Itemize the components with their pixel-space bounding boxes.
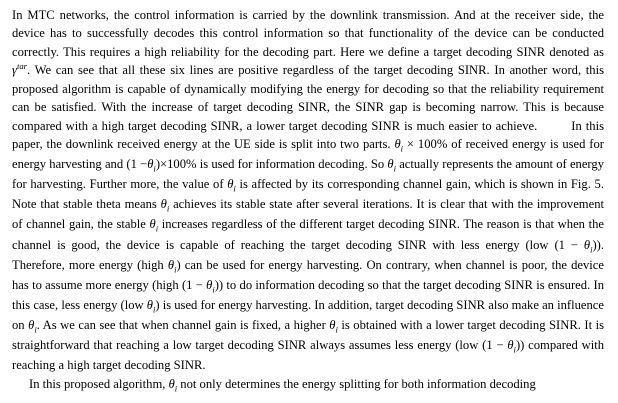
math-symbol: θ: [507, 338, 514, 352]
math-subscript: i: [174, 383, 178, 394]
math-symbol: θ: [394, 137, 401, 152]
math-subscript: i: [233, 183, 236, 194]
math-superscript: tar: [16, 61, 27, 72]
math-symbol: θ: [146, 297, 153, 312]
math-subscript: i: [335, 324, 338, 335]
paragraph-1: In MTC networks, the control information is carried by the downlink transmission. And at the receiver side, the device has to successfully decodes this control information so that functionality of the device can be conducted correctly. This requires a high reliability for the decoding part. Here we define a target decoding SINR denoted as $\gamma^{tar}$. We can see that all these six lines are positive regardless of the target decoding SINR. In another word, this proposed algorithm is capable of dynamically modifying the energy for decoding so that the reliability requirement can be satisfied. With the increase of target decoding SINR, the SINR gap is becoming narrow. This is because compared with a high target decoding SINR, a lower target decoding SINR is much easier to achieve. In this paper, the downlink received energy at the UE side is split into two parts. $\theta_i \times 100\%$ of received energy is used for energy harvesting and $(1 -\theta_i)\times 100\%$ is used for information decoding. So $\theta_i$ actually represents the amount of energy for harvesting. Further more, the value of $\theta_i$ is affected by its corresponding channel gain, which is shown in Fig. 5. Note that stable theta means $\theta_i$ achieves its stable state after several iterations. It is clear that with the improvement of channel gain, the stable $\theta_i$ increases regardless of the different target decoding SINR. The reason is that when the channel is good, the device is capable of reaching the target decoding SINR with less energy (low $(1 - \theta_i)$). Therefore, more energy (high $\theta_i$) can be used for energy harvesting. On contrary, when channel is poor, the device has to assume more energy (high $(1 - \theta_i)$) to do information decoding so that the target decoding SINR is ensured. In this case, less energy (low $\theta_i$) is used for energy harvesting. In addition, target decoding SINR also make an influence on $\theta_i$. As we can see that when channel gain is fixed, a higher $\theta_i$ is obtained with a lower target decoding SINR. It is straightforward that reaching a low target decoding SINR always assumes less energy (low $(1 - \theta_i)$) compared with reaching a high target decoding SINR.: [12, 8, 605, 373]
math-symbol: θ: [387, 157, 394, 172]
math-symbol: θ: [168, 376, 175, 391]
math-symbol: θ: [167, 257, 175, 272]
math-subscript: i: [174, 264, 177, 275]
math-symbol: θ: [147, 157, 154, 172]
math-symbol: θ: [583, 237, 591, 252]
math-symbol: θ: [149, 217, 156, 232]
math-symbol: θ: [329, 317, 336, 332]
body-text-column: [12, 6, 604, 395]
math-subscript: i: [513, 344, 516, 355]
math-symbol: γ: [12, 63, 17, 78]
math-symbol: θ: [206, 277, 213, 292]
math-subscript: i: [590, 244, 593, 255]
math-subscript: i: [166, 203, 170, 214]
math-subscript: i: [152, 304, 156, 315]
math-subscript: i: [34, 324, 37, 335]
math-subscript: i: [153, 163, 156, 174]
math-symbol: θ: [28, 317, 35, 332]
math-subscript: i: [155, 223, 159, 234]
paragraph-2: In this proposed algorithm, $\theta_i$ not only determines the energy splitting for both information decoding: [29, 376, 536, 394]
math-subscript: i: [393, 163, 396, 174]
math-subscript: i: [212, 284, 215, 295]
math-subscript: i: [400, 143, 404, 154]
math-symbol: θ: [160, 197, 167, 212]
math-symbol: θ: [227, 177, 234, 192]
